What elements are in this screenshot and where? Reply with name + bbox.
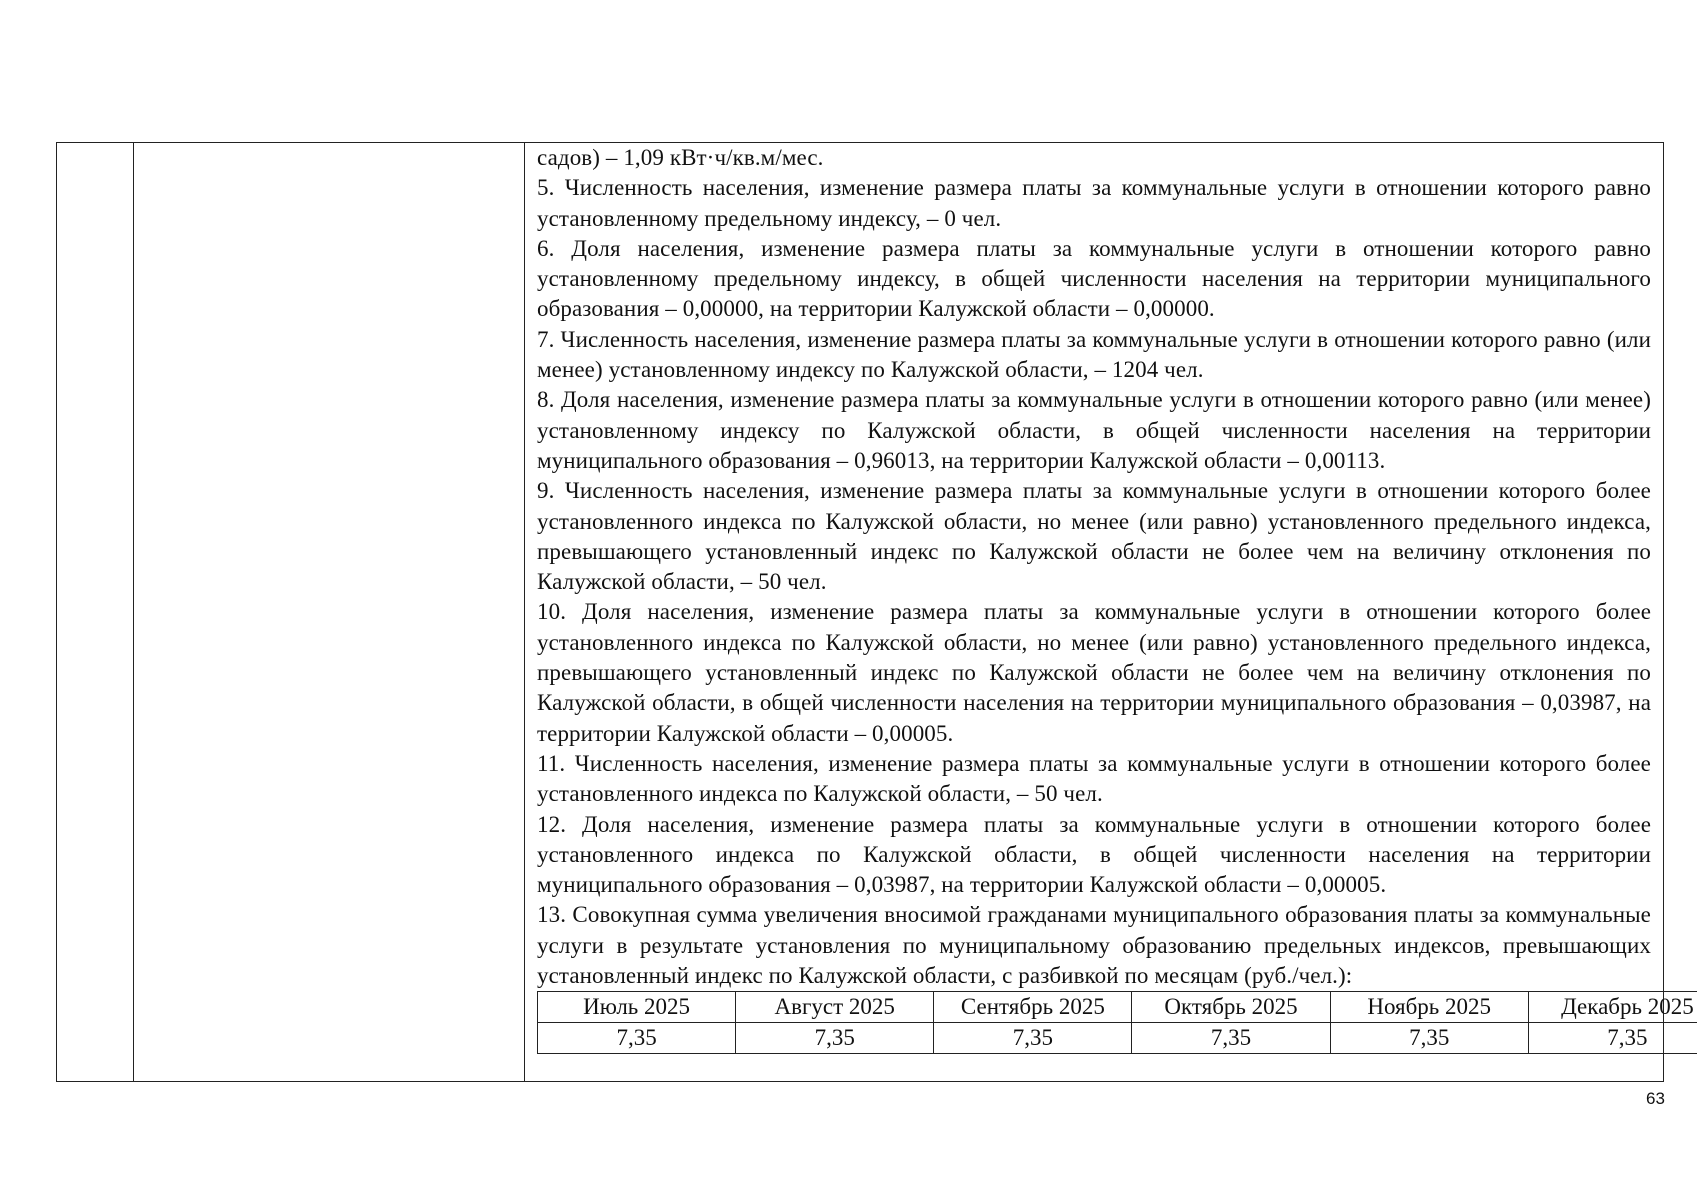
paragraph: 5. Численность населения, изменение размера платы за коммунальные услуги в отношении которого равно установленному предельному индексу, – 0 чел. [537,175,1651,231]
paragraph: садов) – 1,09 кВт·ч/кв.м/мес. [537,145,824,170]
table-column-name [134,143,525,1081]
paragraph: 8. Доля населения, изменение размера платы за коммунальные услуги в отношении которого равно (или менее) установленному индексу по Калужской области, в общей численности населения на территории муниципального образования – 0,96013, на территории Калужской области – 0,00113. [537,387,1651,473]
month-header: Июль 2025 [538,992,736,1023]
paragraph: 10. Доля населения, изменение размера платы за коммунальные услуги в отношении которого более установленного индекса по Калужской области, но менее (или равно) установленного предельного индекса, превышающего установленный индекс по Калужской области не более чем на величину отклонения по Калужской области, в общей численности населения на территории муниципального образования – 0,03987, на территории Калужской области – 0,00005. [537,599,1651,746]
table-header-row [538,992,1697,1023]
month-value: 7,35 [1528,1023,1697,1054]
month-header: Декабрь 2025 [1528,992,1697,1023]
table-row [538,1023,1697,1054]
paragraph: 13. Совокупная сумма увеличения вносимой гражданами муниципального образования платы за коммунальные услуги в результате установления по муниципальному образованию предельных индексов, превышающих установленный индекс по Калужской области, с разбивкой по месяцам (руб./чел.): [537,902,1651,989]
month-header: Сентябрь 2025 [934,992,1132,1023]
month-header: Ноябрь 2025 [1330,992,1528,1023]
content-text [537,143,1651,991]
month-value: 7,35 [538,1023,736,1054]
month-value: 7,35 [1132,1023,1330,1054]
paragraph: 9. Численность населения, изменение размера платы за коммунальные услуги в отношении которого более установленного индекса по Калужской области, но менее (или равно) установленного предельного индекса, превышающего установленный индекс по Калужской области не более чем на величину отклонения по Калужской области, – 50 чел. [537,478,1651,595]
page-number: 63 [1646,1089,1665,1108]
paragraph: 6. Доля населения, изменение размера платы за коммунальные услуги в отношении которого равно установленному предельному индексу, в общей численности населения на территории муниципального образования – 0,00000, на территории Калужской области – 0,00000. [537,235,1651,322]
monthly-increase-table [537,991,1697,1054]
document-table [56,142,1694,1082]
table-column-number [57,143,134,1081]
month-header: Август 2025 [736,992,934,1023]
month-value: 7,35 [736,1023,934,1054]
month-value: 7,35 [1330,1023,1528,1054]
paragraph: 7. Численность населения, изменение размера платы за коммунальные услуги в отношении которого равно (или менее) установленному индексу по Калужской области, – 1204 чел. [537,326,1651,383]
paragraph: 11. Численность населения, изменение размера платы за коммунальные услуги в отношении которого более установленного индекса по Калужской области, – 50 чел. [537,750,1651,807]
paragraph: 12. Доля населения, изменение размера платы за коммунальные услуги в отношении которого более установленного индекса по Калужской области, в общей численности населения на территории муниципального образования – 0,03987, на территории Калужской области – 0,00005. [537,811,1651,898]
table-column-content [525,143,1694,1081]
month-header: Октябрь 2025 [1132,992,1330,1023]
month-value: 7,35 [934,1023,1132,1054]
